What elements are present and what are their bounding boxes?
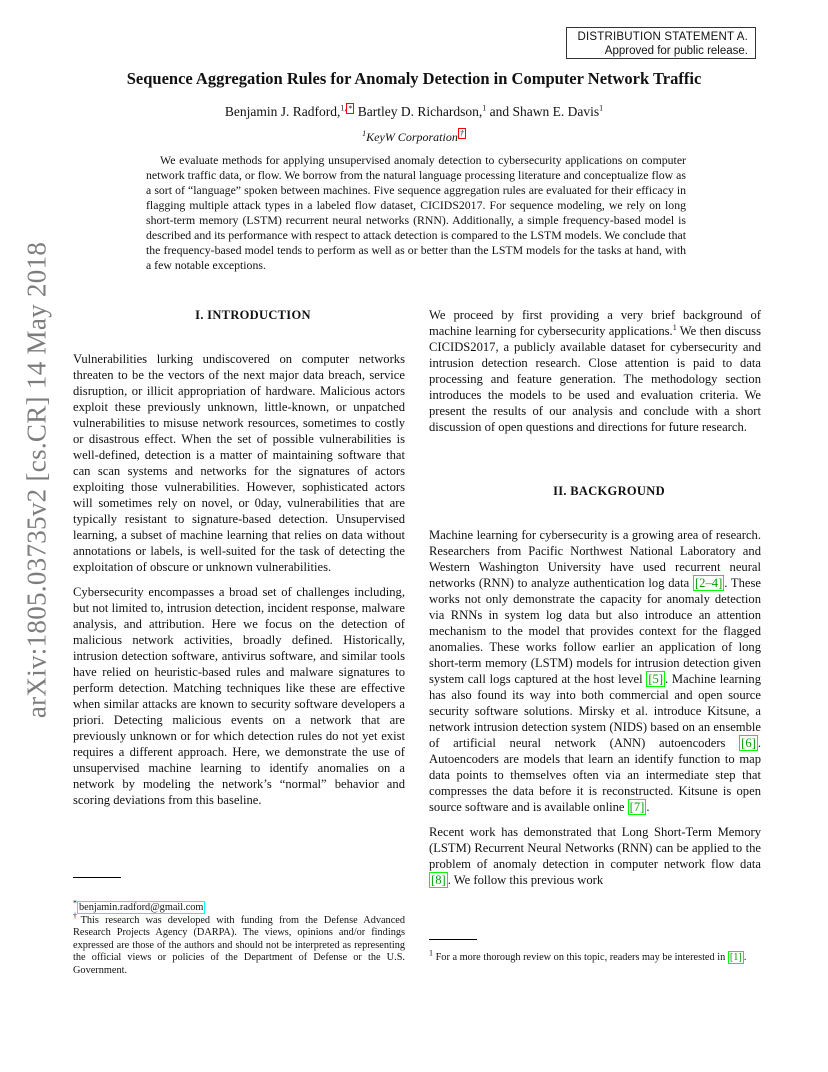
author-affiliation-mark: 1 (482, 103, 487, 113)
affiliation-mark: 1 (362, 129, 367, 138)
distribution-statement-line2: Approved for public release. (604, 45, 748, 57)
right-column-intro (429, 307, 761, 444)
paragraph: We proceed by first providing a very brief background of machine learning for cybersecurity applications.$^1$ We then discuss CICIDS2017, a publicly available dataset for cybersecurity and intrusion detection research. Close attention is paid to data processing and feature generation. The methodology section introduces the models to be used and evaluation criteria. We present the results of our analysis and conclude with a short discussion of open questions and directions for future research. (429, 308, 761, 434)
footnote-funding: †This research was developed with funding from the Defense Advanced Research Projects Agency (DARPA). The views, opinions and/or findings expressed are those of the authors and should not be interpreted as representing the official views or policies of the Department of Defense or the U.S. Government. (73, 911, 405, 976)
author-list (0, 104, 828, 120)
author-affiliation-mark: 1, (340, 103, 347, 113)
section-heading-background: II. BACKGROUND (553, 484, 665, 498)
footnote-review: $^1$ For a more thorough review on this topic, readers may be interested in [1] . (429, 948, 747, 963)
footnotes-right (429, 948, 761, 965)
citation-link[interactable]: [5] (648, 672, 664, 686)
footnote-email: * benjamin.radford@gmail.com (73, 898, 204, 913)
citation-link[interactable]: [7] (629, 800, 645, 814)
email-link[interactable]: benjamin.radford@gmail.com (79, 902, 204, 913)
footnote-link-email[interactable]: * (348, 103, 353, 113)
paragraph: Vulnerabilities lurking undiscovered on computer networks threaten to be the vectors of the next major data breach, service disruption, or illicit appropriation of hardware. Malicious actors exploit these previously unknown, little-known, or unpatched vulnerabilities to misuse network resources, sometimes to costly or disastrous effect. When the set of possible vulnerabilities is well-defined, detection is a matter of maintaining software that can scan systems and networks for the signatures of actors exploiting those vulnerabilities. However, sophisticated actors will sometimes rely on novel, or 0day, vulnerabilities that are typically resistant to signature-based detection. Unsupervised learning, a subset of machine learning that relies on data without annotations or labels, is well-suited for the task of detecting the exploitation of obscure or unknown vulnerabilities. (73, 352, 405, 574)
paragraph: Cybersecurity encompasses a broad set of challenges including, but not limited to, intrusion detection, incident response, malware analysis, and attribution. Here we focus on the detection of malicious network activities, broadly defined. Historically, intrusion detection software, antivirus software, and similar tools have relied on heuristic-based rules and malware signatures to perform detection. Matching techniques like these are effective when similar attacks are known to security software developers a priori. Detecting malicious events on a network that are previously unknown or for which detection rules do not yet exist requires a different approach. Here, we demonstrate the use of unsupervised machine learning to identify anomalies on a network by modeling the network’s “normal” behavior and scoring deviations from this baseline. (73, 585, 405, 807)
affiliation-name: KeyW Corporation (366, 130, 458, 144)
left-column (73, 351, 405, 817)
citation-link[interactable]: [8] (431, 873, 446, 887)
citation-link[interactable]: [1] (729, 952, 742, 963)
author-affiliation-mark: 1 (599, 103, 604, 113)
distribution-statement-line1: DISTRIBUTION STATEMENT A. (577, 31, 748, 43)
author-name: and Shawn E. Davis (486, 104, 600, 119)
citation-link[interactable]: [6] (741, 736, 756, 750)
footnote-rule (429, 939, 477, 940)
footnote-link-funding[interactable]: † (459, 129, 464, 138)
abstract: We evaluate methods for applying unsupervised anomaly detection to cybersecurity applications on computer network traffic data, or flow. We borrow from the natural language processing literature and conceptualize flow as a sort of “language” spoken between machines. Five sequence aggregation rules are evaluated for their efficacy in flagging multiple attack types in a labeled flow dataset, CICIDS2017. For sequence modeling, we rely on long short-term memory (LSTM) recurrent neural networks (RNN). Additionally, a simple frequency-based model is described and its performance with respect to attack detection is compared to the LSTM models. We conclude that the frequency-based model tends to perform as well as or better than the LSTM models for the tasks at hand, with a few notable exceptions. (146, 153, 687, 272)
citation-link[interactable]: [2–4] (694, 576, 723, 590)
author-name: Benjamin J. Radford, (224, 104, 341, 119)
distribution-statement-box (566, 27, 756, 59)
arxiv-id: arXiv:1805.03735v2 [cs.CR] 14 May 2018 (21, 241, 52, 719)
paragraph: Machine learning for cybersecurity is a growing area of research. Researchers from Pacific Northwest National Laboratory and Western Washington University have used recurrent neural networks (RNN) to analyze authentication log data [2–4] . These works not only demonstrate the capacity for anomaly detection via RNNs in system log data but also introduce an attention mechanism to the model that provides context for the flagged anomalies. These works follow earlier an application of long short-term memory (LSTM) models for intrusion detection given system call logs captured at the host level [5] . Machine learning has also found its way into both commercial and open source security software solutions. Mirsky et al. introduce Kitsune, a network intrusion detection system (NIDS) based on an ensemble of artificial neural network (ANN) autoencoders [6] . Autoencoders are models that learn an identify function to map data points to themselves often via an intermediate step that compresses the data before it is reconstructed. Kitsune is open source software and is available online [7] . (429, 528, 761, 814)
affiliation (0, 130, 828, 145)
footnote-rule (73, 877, 121, 878)
footnote-ref[interactable]: 1 (672, 322, 677, 332)
right-column-background (429, 527, 761, 897)
paragraph: Recent work has demonstrated that Long Short-Term Memory (LSTM) Recurrent Neural Networks (RNN) can be applied to the problem of anomaly detection in computer network flow data [8] . We follow this previous work (429, 825, 761, 887)
paper-title: Sequence Aggregation Rules for Anomaly Detection in Computer Network Traffic (126, 69, 702, 88)
author-name: Bartley D. Richardson, (354, 104, 483, 119)
section-heading-introduction: I. INTRODUCTION (195, 308, 311, 322)
footnotes-left (73, 898, 405, 978)
arxiv-sidebar-stamp (21, 241, 52, 719)
